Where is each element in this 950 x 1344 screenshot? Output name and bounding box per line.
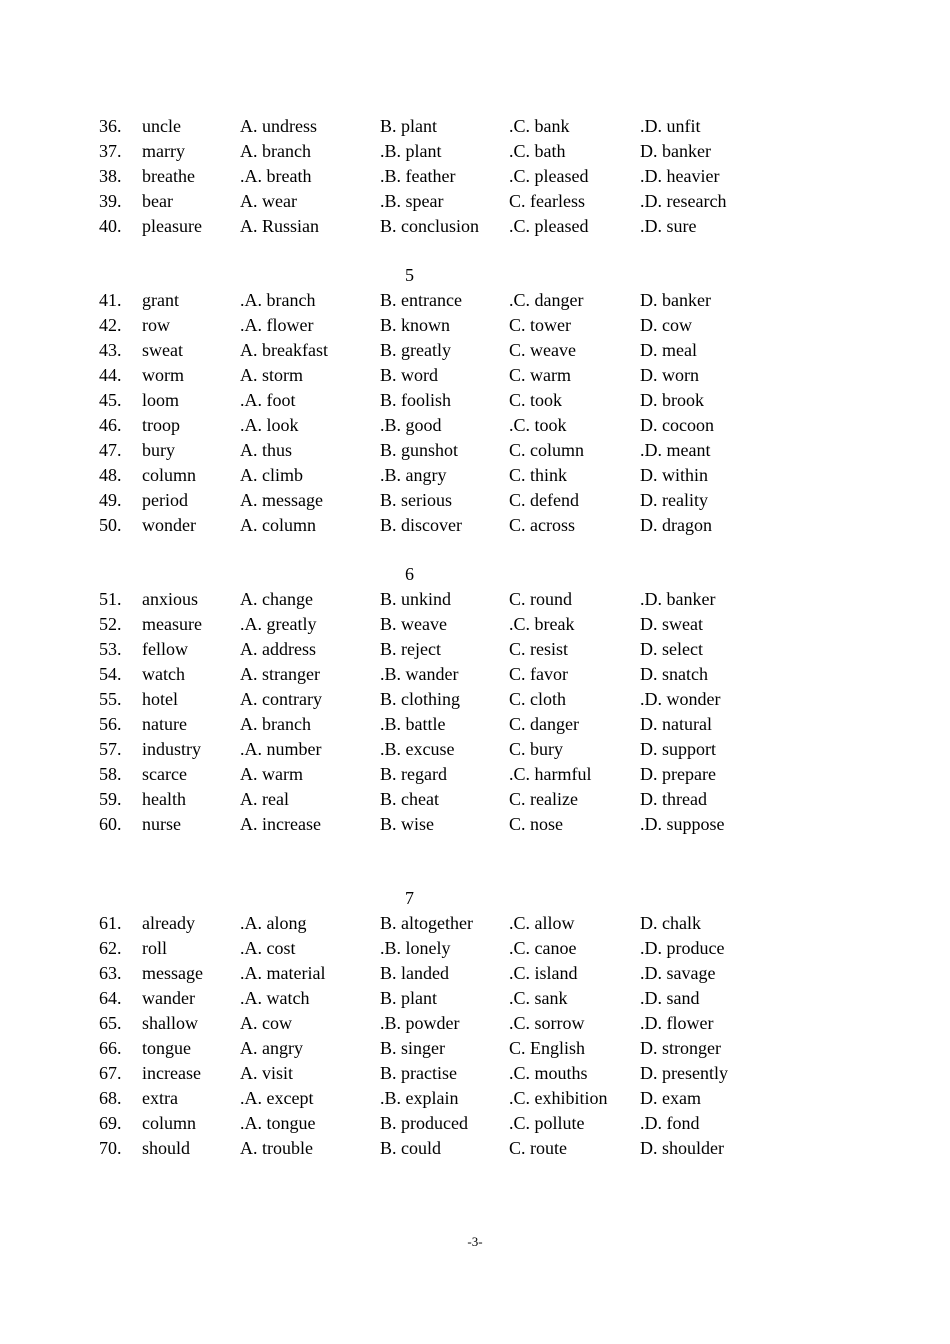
option-b: B. entrance: [380, 290, 462, 310]
option-c: .C. sorrow: [509, 1013, 585, 1033]
option-b: B. unkind: [380, 589, 452, 609]
option-d: D. prepare: [640, 764, 716, 784]
option-a: .A. look: [240, 415, 299, 435]
question-row: [0, 1061, 950, 1086]
option-b: B. discover: [380, 515, 462, 535]
option-b: B. gunshot: [380, 440, 459, 460]
option-c: .C. sank: [509, 988, 568, 1008]
option-a: A. thus: [240, 440, 293, 460]
target-word: pleasure: [142, 216, 202, 236]
question-number: 38.: [99, 166, 122, 186]
option-b: B. conclusion: [380, 216, 479, 236]
option-c: .C. exhibition: [509, 1088, 608, 1108]
target-word: nature: [142, 714, 187, 734]
option-d: D. banker: [640, 290, 711, 310]
option-d: .D. suppose: [640, 814, 725, 834]
option-d: D. banker: [640, 141, 711, 161]
target-word: bear: [142, 191, 173, 211]
option-d: .D. flower: [640, 1013, 714, 1033]
option-c: .C. mouths: [509, 1063, 588, 1083]
option-b: B. singer: [380, 1038, 445, 1058]
question-row: [0, 513, 950, 538]
option-c: .C. bath: [509, 141, 566, 161]
question-row: [0, 612, 950, 637]
option-d: D. natural: [640, 714, 712, 734]
question-number: 70.: [99, 1138, 122, 1158]
question-number: 42.: [99, 315, 122, 335]
question-number: 58.: [99, 764, 122, 784]
question-number: 36.: [99, 116, 122, 136]
option-c: C. tower: [509, 315, 571, 335]
question-row: [0, 662, 950, 687]
section-4-tail: [0, 114, 950, 239]
option-c: .C. harmful: [509, 764, 592, 784]
target-word: increase: [142, 1063, 201, 1083]
target-word: watch: [142, 664, 185, 684]
option-a: .A. breath: [240, 166, 312, 186]
option-d: .D. savage: [640, 963, 716, 983]
option-c: C. weave: [509, 340, 576, 360]
question-row: [0, 488, 950, 513]
option-c: .C. canoe: [509, 938, 577, 958]
question-number: 39.: [99, 191, 122, 211]
question-row: [0, 1011, 950, 1036]
target-word: tongue: [142, 1038, 191, 1058]
question-row: [0, 189, 950, 214]
option-a: A. branch: [240, 714, 311, 734]
option-c: C. defend: [509, 490, 579, 510]
option-c: .C. break: [509, 614, 575, 634]
option-b: .B. explain: [380, 1088, 459, 1108]
option-c: C. bury: [509, 739, 563, 759]
question-number: 44.: [99, 365, 122, 385]
question-number: 47.: [99, 440, 122, 460]
question-row: [0, 1036, 950, 1061]
option-a: A. real: [240, 789, 289, 809]
question-row: [0, 114, 950, 139]
option-a: .A. cost: [240, 938, 296, 958]
question-number: 49.: [99, 490, 122, 510]
question-number: 45.: [99, 390, 122, 410]
option-a: .A. watch: [240, 988, 310, 1008]
question-number: 41.: [99, 290, 122, 310]
question-row: [0, 338, 950, 363]
section-title: 6: [405, 564, 414, 584]
option-b: B. foolish: [380, 390, 452, 410]
question-number: 54.: [99, 664, 122, 684]
question-row: [0, 313, 950, 338]
question-number: 66.: [99, 1038, 122, 1058]
question-number: 40.: [99, 216, 122, 236]
question-number: 61.: [99, 913, 122, 933]
question-row: [0, 388, 950, 413]
option-d: D. reality: [640, 490, 708, 510]
question-number: 57.: [99, 739, 122, 759]
option-a: A. cow: [240, 1013, 292, 1033]
option-d: D. select: [640, 639, 703, 659]
question-number: 63.: [99, 963, 122, 983]
option-a: .A. tongue: [240, 1113, 316, 1133]
question-number: 62.: [99, 938, 122, 958]
target-word: breathe: [142, 166, 195, 186]
option-a: A. Russian: [240, 216, 320, 236]
target-word: period: [142, 490, 188, 510]
target-word: bury: [142, 440, 175, 460]
target-word: grant: [142, 290, 179, 310]
target-word: extra: [142, 1088, 178, 1108]
target-word: anxious: [142, 589, 198, 609]
option-a: A. contrary: [240, 689, 322, 709]
option-b: .B. feather: [380, 166, 456, 186]
option-d: D. sweat: [640, 614, 703, 634]
option-a: A. wear: [240, 191, 297, 211]
option-a: .A. along: [240, 913, 307, 933]
question-row: [0, 438, 950, 463]
option-d: D. dragon: [640, 515, 712, 535]
option-b: B. plant: [380, 988, 437, 1008]
question-row: [0, 762, 950, 787]
option-a: A. storm: [240, 365, 303, 385]
question-row: [0, 413, 950, 438]
question-number: 48.: [99, 465, 122, 485]
option-a: A. increase: [240, 814, 321, 834]
target-word: industry: [142, 739, 202, 759]
question-number: 64.: [99, 988, 122, 1008]
option-d: .D. meant: [640, 440, 711, 460]
option-d: D. thread: [640, 789, 707, 809]
question-row: [0, 787, 950, 812]
option-a: .A. greatly: [240, 614, 317, 634]
option-a: A. change: [240, 589, 313, 609]
option-d: D. chalk: [640, 913, 701, 933]
question-number: 56.: [99, 714, 122, 734]
question-number: 65.: [99, 1013, 122, 1033]
option-c: C. warm: [509, 365, 571, 385]
question-number: 37.: [99, 141, 122, 161]
option-a: .A. number: [240, 739, 322, 759]
question-row: [0, 463, 950, 488]
question-row: [0, 164, 950, 189]
option-c: C. danger: [509, 714, 579, 734]
option-b: .B. powder: [380, 1013, 460, 1033]
option-a: A. visit: [240, 1063, 294, 1083]
option-a: A. undress: [240, 116, 317, 136]
question-number: 43.: [99, 340, 122, 360]
option-d: .D. heavier: [640, 166, 720, 186]
question-row: [0, 637, 950, 662]
option-a: .A. branch: [240, 290, 316, 310]
target-word: scarce: [142, 764, 187, 784]
option-c: C. took: [509, 390, 563, 410]
option-b: .B. battle: [380, 714, 446, 734]
question-row: [0, 288, 950, 313]
target-word: already: [142, 913, 195, 933]
section-6: [0, 562, 950, 837]
target-word: column: [142, 465, 196, 485]
question-row: [0, 1136, 950, 1161]
option-c: C. nose: [509, 814, 563, 834]
option-c: C. fearless: [509, 191, 585, 211]
option-d: D. cow: [640, 315, 692, 335]
option-c: .C. danger: [509, 290, 584, 310]
question-number: 51.: [99, 589, 122, 609]
option-c: .C. pleased: [509, 166, 589, 186]
option-b: B. serious: [380, 490, 452, 510]
section-7: [0, 886, 950, 1161]
target-word: shallow: [142, 1013, 198, 1033]
target-word: uncle: [142, 116, 181, 136]
question-number: 46.: [99, 415, 122, 435]
option-c: .C. took: [509, 415, 567, 435]
option-d: D. within: [640, 465, 709, 485]
option-d: .D. fond: [640, 1113, 700, 1133]
option-a: A. message: [240, 490, 323, 510]
option-b: B. produced: [380, 1113, 468, 1133]
target-word: column: [142, 1113, 196, 1133]
option-b: B. landed: [380, 963, 449, 983]
option-b: B. regard: [380, 764, 447, 784]
option-c: C. route: [509, 1138, 567, 1158]
option-c: C. favor: [509, 664, 568, 684]
question-number: 50.: [99, 515, 122, 535]
target-word: hotel: [142, 689, 178, 709]
option-c: C. across: [509, 515, 575, 535]
target-word: marry: [142, 141, 185, 161]
option-b: B. weave: [380, 614, 447, 634]
option-b: .B. lonely: [380, 938, 451, 958]
option-b: .B. plant: [380, 141, 442, 161]
target-word: health: [142, 789, 186, 809]
option-c: C. realize: [509, 789, 578, 809]
option-d: .D. research: [640, 191, 727, 211]
section-5: [0, 263, 950, 538]
question-number: 55.: [99, 689, 122, 709]
option-d: D. shoulder: [640, 1138, 724, 1158]
question-row: [0, 737, 950, 762]
target-word: roll: [142, 938, 167, 958]
target-word: troop: [142, 415, 180, 435]
option-a: .A. flower: [240, 315, 314, 335]
option-d: .D. wonder: [640, 689, 721, 709]
option-b: B. greatly: [380, 340, 451, 360]
target-word: wonder: [142, 515, 196, 535]
question-row: [0, 363, 950, 388]
option-a: A. branch: [240, 141, 311, 161]
option-d: D. exam: [640, 1088, 701, 1108]
option-b: B. clothing: [380, 689, 460, 709]
question-row: [0, 139, 950, 164]
question-row: [0, 1111, 950, 1136]
section-title: 5: [405, 265, 414, 285]
question-row: [0, 1086, 950, 1111]
question-row: [0, 936, 950, 961]
question-row: [0, 587, 950, 612]
option-d: .D. sure: [640, 216, 697, 236]
option-c: C. cloth: [509, 689, 566, 709]
option-d: D. brook: [640, 390, 704, 410]
option-a: .A. material: [240, 963, 326, 983]
option-a: A. warm: [240, 764, 303, 784]
option-d: D. presently: [640, 1063, 728, 1083]
question-number: 53.: [99, 639, 122, 659]
option-d: D. snatch: [640, 664, 708, 684]
question-row: [0, 712, 950, 737]
target-word: message: [142, 963, 203, 983]
question-row: [0, 986, 950, 1011]
option-b: B. reject: [380, 639, 441, 659]
option-c: C. round: [509, 589, 572, 609]
question-row: [0, 214, 950, 239]
option-c: .C. island: [509, 963, 578, 983]
target-word: nurse: [142, 814, 181, 834]
question-number: 67.: [99, 1063, 122, 1083]
option-d: D. support: [640, 739, 716, 759]
page-number: -3-: [467, 1234, 483, 1249]
question-number: 52.: [99, 614, 122, 634]
target-word: measure: [142, 614, 202, 634]
option-b: B. plant: [380, 116, 437, 136]
question-row: [0, 911, 950, 936]
option-a: A. address: [240, 639, 316, 659]
question-number: 68.: [99, 1088, 122, 1108]
option-c: C. think: [509, 465, 568, 485]
option-a: A. column: [240, 515, 316, 535]
option-c: .C. allow: [509, 913, 575, 933]
option-a: .A. foot: [240, 390, 296, 410]
target-word: fellow: [142, 639, 188, 659]
option-c: .C. bank: [509, 116, 570, 136]
option-b: B. altogether: [380, 913, 473, 933]
option-a: A. climb: [240, 465, 303, 485]
target-word: loom: [142, 390, 180, 410]
option-b: B. cheat: [380, 789, 439, 809]
option-d: .D. produce: [640, 938, 725, 958]
question-number: 69.: [99, 1113, 122, 1133]
option-c: .C. pleased: [509, 216, 589, 236]
option-d: D. worn: [640, 365, 699, 385]
option-b: B. wise: [380, 814, 434, 834]
target-word: row: [142, 315, 170, 335]
question-number: 59.: [99, 789, 122, 809]
option-b: .B. good: [380, 415, 442, 435]
option-c: C. resist: [509, 639, 569, 659]
question-row: [0, 812, 950, 837]
option-c: C. English: [509, 1038, 586, 1058]
option-b: B. word: [380, 365, 438, 385]
option-c: .C. pollute: [509, 1113, 585, 1133]
option-b: .B. angry: [380, 465, 447, 485]
option-d: .D. unfit: [640, 116, 701, 136]
option-b: .B. wander: [380, 664, 459, 684]
target-word: sweat: [142, 340, 183, 360]
question-number: 60.: [99, 814, 122, 834]
section-title: 7: [405, 888, 414, 908]
option-a: A. stranger: [240, 664, 320, 684]
question-row: [0, 961, 950, 986]
option-d: D. stronger: [640, 1038, 721, 1058]
option-b: B. could: [380, 1138, 441, 1158]
option-d: D. meal: [640, 340, 697, 360]
option-b: .B. spear: [380, 191, 444, 211]
option-d: .D. sand: [640, 988, 700, 1008]
option-d: D. cocoon: [640, 415, 714, 435]
option-b: .B. excuse: [380, 739, 455, 759]
option-d: .D. banker: [640, 589, 716, 609]
target-word: should: [142, 1138, 191, 1158]
option-a: A. angry: [240, 1038, 303, 1058]
question-row: [0, 687, 950, 712]
target-word: worm: [142, 365, 184, 385]
option-a: A. trouble: [240, 1138, 313, 1158]
option-a: .A. except: [240, 1088, 314, 1108]
option-b: B. known: [380, 315, 451, 335]
option-c: C. column: [509, 440, 584, 460]
option-a: A. breakfast: [240, 340, 328, 360]
target-word: wander: [142, 988, 195, 1008]
option-b: B. practise: [380, 1063, 457, 1083]
